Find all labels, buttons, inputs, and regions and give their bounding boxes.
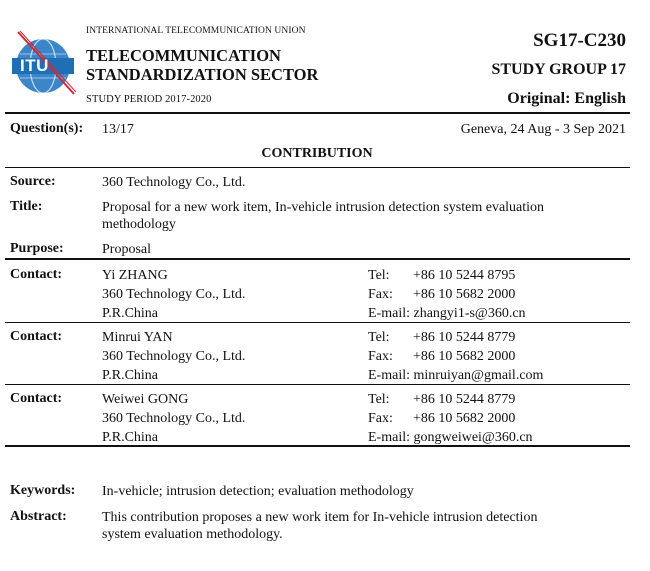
purpose-value: Proposal [102,242,151,257]
email-label: E-mail: [368,430,410,445]
contact-divider [5,384,630,385]
email-link[interactable]: zhangyi1-s@360.cn [413,306,526,321]
location-date: Geneva, 24 Aug - 3 Sep 2021 [460,122,626,137]
tel-value: +86 10 5244 8779 [413,330,516,345]
title-line-1: Proposal for a new work item, In-vehicle intrusion detection system evaluation [102,200,545,215]
tel-label: Tel: [368,330,390,345]
header-divider [5,112,630,114]
tel-value: +86 10 5244 8779 [413,392,516,407]
contact-country: P.R.China [102,306,159,321]
fax-value: +86 10 5682 2000 [413,287,516,302]
fax-label: Fax: [368,287,393,302]
tel-value: +86 10 5244 8795 [413,268,516,283]
email-link[interactable]: gongweiwei@360.cn [413,430,533,445]
abstract-line-1: This contribution proposes a new work item for In-vehicle intrusion detection [102,510,538,525]
sector-line-1: TELECOMMUNICATION [86,46,281,65]
contact-name: Minrui YAN [102,330,173,345]
contact-country: P.R.China [102,368,159,383]
abstract-line-2: system evaluation methodology. [102,527,283,542]
fax-value: +86 10 5682 2000 [413,411,516,426]
contact-label: Contact: [10,329,63,344]
contact-details [102,266,245,323]
purpose-divider [5,258,630,260]
purpose-label: Purpose: [10,241,64,256]
source-label: Source: [10,174,56,189]
contact-org: 360 Technology Co., Ltd. [102,287,246,302]
fax-value: +86 10 5682 2000 [413,349,516,364]
title-label: Title: [10,199,43,214]
study-period: STUDY PERIOD 2017-2020 [86,94,212,105]
keywords-value: In-vehicle; intrusion detection; evaluation methodology [102,484,414,499]
contact-org: 360 Technology Co., Ltd. [102,411,246,426]
logo-text: ITU [20,56,49,75]
contact-name: Yi ZHANG [102,268,168,283]
keywords-label: Keywords: [10,483,76,498]
study-group: STUDY GROUP 17 [491,61,626,78]
fax-label: Fax: [368,411,393,426]
contribution-divider [5,167,630,168]
original-language: Original: English [507,90,626,107]
contact-divider [5,322,630,323]
contact-country: P.R.China [102,430,159,445]
email-label: E-mail: [368,368,410,383]
contact-label: Contact: [10,391,63,406]
tel-label: Tel: [368,268,390,283]
sector-line-2: STANDARDIZATION SECTOR [86,65,319,84]
contact-name: Weiwei GONG [102,392,189,407]
doc-number: SG17-C230 [533,30,626,51]
contact-details [102,328,245,385]
abstract-label: Abstract: [10,509,67,524]
fax-label: Fax: [368,349,393,364]
contact-org: 360 Technology Co., Ltd. [102,349,246,364]
question-label: Question(s): [10,121,84,136]
email-link[interactable]: minruiyan@gmail.com [413,368,544,383]
contact-label: Contact: [10,267,63,282]
doc-type: CONTRIBUTION [261,146,373,161]
title-line-2: methodology [102,217,176,232]
itu-logo [10,28,78,98]
contact-phones [368,266,526,323]
union-name: INTERNATIONAL TELECOMMUNICATION UNION [86,26,306,36]
tel-label: Tel: [368,392,390,407]
question-value: 13/17 [102,122,134,137]
contact-phones [368,328,543,385]
contact-phones [368,390,533,447]
contacts-bottom-divider [5,445,630,447]
email-label: E-mail: [368,306,410,321]
source-value: 360 Technology Co., Ltd. [102,175,246,190]
contact-details [102,390,245,447]
